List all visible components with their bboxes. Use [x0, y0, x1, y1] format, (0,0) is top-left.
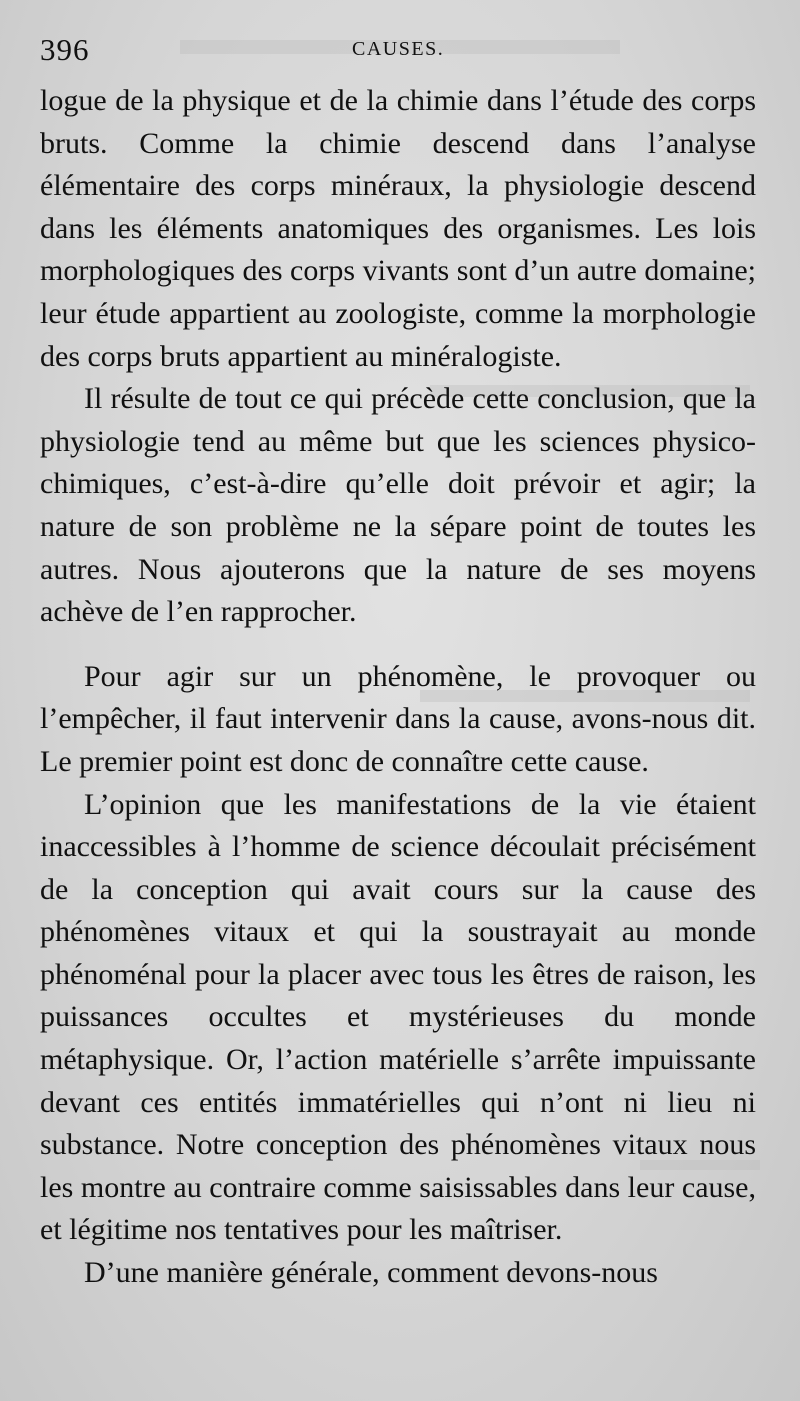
- body-text: [40, 80, 756, 1295]
- paragraph: D’une manière générale, comment devons-nous: [84, 1256, 658, 1290]
- paragraph: Pour agir sur un phénomène, le provoquer ou l’empêcher, il faut intervenir dans la cause, avons-nous dit. Le premier point est donc de connaître cette cause.: [40, 659, 756, 778]
- page-header: [40, 32, 760, 72]
- paragraph: L’opinion que les manifestations de la vie étaient inaccessibles à l’homme de science découlait précisément de la conception qui avait cours sur la cause des phénomènes vitaux et qui la soustrayait au monde phénoménal pour la placer avec tous les êtres de raison, les puissances occultes et mystérieuses du monde métaphysique. Or, l’action matérielle s’arrête impuissante devant ces entités immatérielles qui n’ont ni lieu ni substance. Notre conception des phénomènes vitaux nous les montre au contraire comme saisissables dans leur cause, et légitime nos tentatives pour les maîtriser.: [40, 787, 756, 1247]
- page-number: 396: [40, 32, 90, 67]
- running-head: CAUSES.: [352, 38, 445, 60]
- paragraph: logue de la physique et de la chimie dans l’étude des corps bruts. Comme la chimie descend dans l’analyse élémentaire des corps minéraux, la physiologie descend dans les éléments anatomiques des organismes. Les lois morphologiques des corps vivants sont d’un autre domaine; leur étude appartient au zoologiste, comme la morphologie des corps bruts appartient au minéralogiste.: [40, 84, 756, 373]
- paragraph: Il résulte de tout ce qui précède cette conclusion, que la physiologie tend au même but que les sciences physico-chimiques, c’est-à-dire qu’elle doit prévoir et agir; la nature de son problème ne la sépare point de toutes les autres. Nous ajouterons que la nature de ses moyens achève de l’en rapprocher.: [40, 382, 756, 629]
- paragraph-gap: [40, 634, 756, 656]
